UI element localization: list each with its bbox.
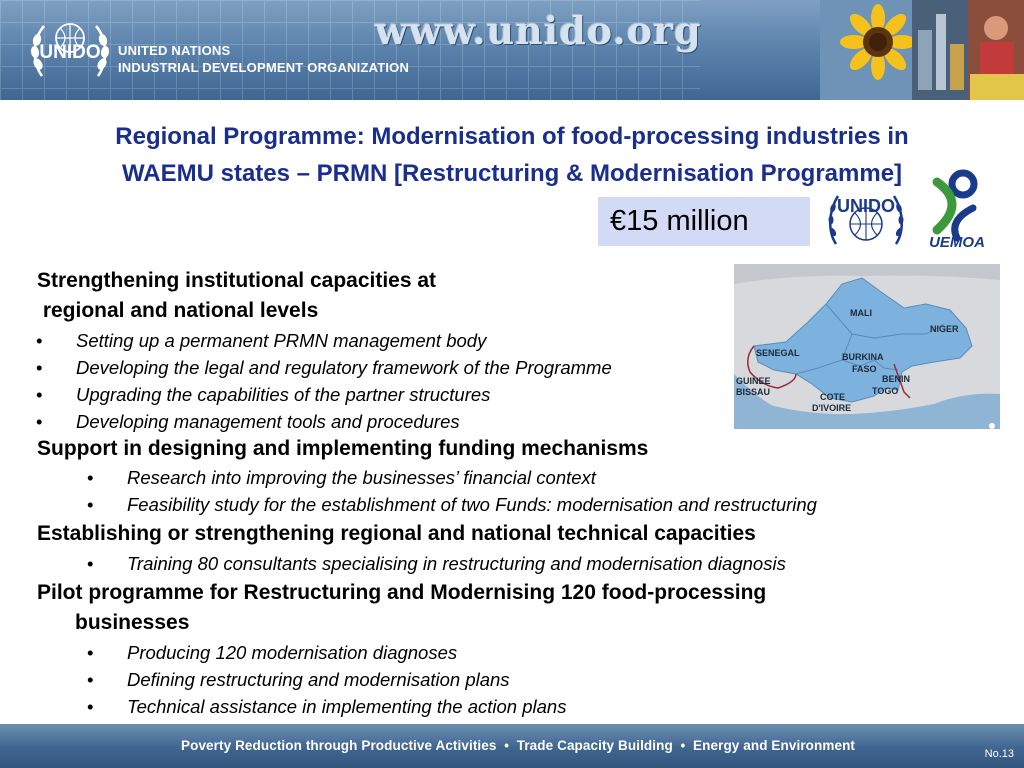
header-photos	[820, 0, 1024, 100]
map-label-guinee: GUINEE	[736, 376, 771, 386]
slide-title	[20, 118, 1004, 192]
list-item	[87, 693, 567, 720]
org-name-line1: UNITED NATIONS	[118, 43, 231, 58]
bullet-marker: •	[36, 384, 43, 405]
map-label-togo: TOGO	[872, 386, 899, 396]
bullet-marker: •	[87, 642, 94, 663]
uemoa-logo-icon	[917, 168, 997, 250]
list-item-text: Technical assistance in implementing the action plans	[127, 696, 567, 717]
list-item-text: Defining restructuring and modernisation plans	[127, 669, 510, 690]
list-item	[87, 464, 596, 491]
bullet-marker: •	[87, 553, 94, 574]
section-heading-pilot	[37, 578, 766, 638]
slide-title-line1: Regional Programme: Modernisation of food-processing industries in	[115, 123, 909, 150]
website-url: www.unido.org	[375, 8, 702, 53]
organization-name	[118, 42, 409, 76]
map-label-senegal: SENEGAL	[756, 348, 800, 358]
uemoa-logo-wordmark: UEMOA	[929, 234, 985, 250]
section-heading-pilot-line2: businesses	[75, 611, 190, 634]
map-label-cote: COTE	[820, 392, 846, 402]
unido-logo-wordmark: UNIDO	[837, 196, 895, 216]
bullet-marker: •	[36, 411, 43, 432]
map-label-burkina: BURKINA	[842, 352, 884, 362]
section-heading-funding: Support in designing and implementing funding mechanisms	[37, 437, 649, 460]
list-item	[36, 354, 612, 381]
section-heading-technical: Establishing or strengthening regional and national technical capacities	[37, 522, 756, 545]
map-label-niger: NIGER	[930, 324, 959, 334]
list-item	[87, 491, 817, 518]
list-item-text: Research into improving the businesses’ financial context	[127, 467, 596, 488]
footer-bar	[0, 724, 1024, 768]
section-heading-institutional-line2: regional and national levels	[37, 299, 319, 322]
list-item-text: Producing 120 modernisation diagnoses	[127, 642, 458, 663]
map-label-divoire: D'IVOIRE	[812, 403, 852, 413]
map-label-faso: FASO	[852, 364, 877, 374]
map-label-benin: BENIN	[882, 374, 911, 384]
list-item	[87, 639, 458, 666]
unido-emblem-icon	[30, 18, 110, 82]
bullet-marker: •	[87, 467, 94, 488]
list-item-text: Upgrading the capabilities of the partner structures	[76, 384, 491, 405]
map-label-mali: MALI	[850, 308, 872, 318]
bullet-marker: •	[87, 494, 94, 515]
waemu-map	[734, 264, 1000, 429]
sunflower-icon	[840, 4, 916, 80]
header-banner	[0, 0, 1024, 100]
bullet-marker: •	[87, 696, 94, 717]
bullet-marker: •	[36, 330, 43, 351]
funding-amount-badge: €15 million	[598, 197, 810, 246]
slide-number: No.13	[984, 748, 1014, 760]
section-heading-institutional	[37, 266, 436, 326]
list-item	[36, 408, 460, 435]
section-heading-pilot-line1: Pilot programme for Restructuring and Modernising 120 food-processing	[37, 581, 767, 604]
section-heading-institutional-line1: Strengthening institutional capacities at	[37, 269, 437, 292]
org-name-line2: INDUSTRIAL DEVELOPMENT ORGANIZATION	[118, 60, 410, 75]
list-item-text: Developing the legal and regulatory framework of the Programme	[76, 357, 612, 378]
bullet-marker: •	[36, 357, 43, 378]
bullet-marker: •	[87, 669, 94, 690]
list-item-text: Feasibility study for the establishment of two Funds: modernisation and restructuring	[127, 494, 817, 515]
map-label-bissau: BISSAU	[736, 387, 771, 397]
slide-title-line2: WAEMU states – PRMN [Restructuring & Modernisation Programme]	[121, 160, 903, 187]
list-item-text: Setting up a permanent PRMN management body	[76, 330, 487, 351]
list-item	[87, 550, 786, 577]
list-item-text: Training 80 consultants specialising in restructuring and modernisation diagnosis	[127, 553, 786, 574]
list-item	[36, 327, 487, 354]
emblem-wordmark: UNIDO	[39, 42, 101, 63]
unido-logo-icon	[826, 190, 906, 248]
list-item	[87, 666, 510, 693]
list-item	[36, 381, 491, 408]
footer-tagline: Poverty Reduction through Productive Activities • Trade Capacity Building • Energy and Environment	[181, 738, 856, 753]
list-item-text: Developing management tools and procedures	[76, 411, 460, 432]
